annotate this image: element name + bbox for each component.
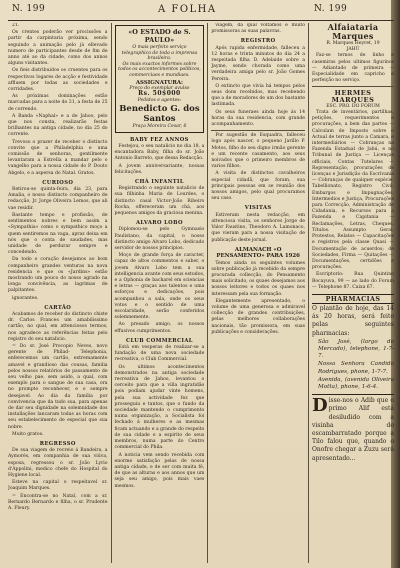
- issue-number-left: N. 199: [12, 4, 46, 14]
- paragraph: Diplomou-se pelo Gymnasio Paulistano, da capital, o nosso distincto amigo Alvaro Lobo, dedicado servidor de nossos principios.: [114, 227, 205, 251]
- heading-alvaro-lobo: ALVARO LOBO: [135, 220, 183, 227]
- heading-cartao: CARTÃO: [44, 304, 72, 311]
- paragraph: De sua viagem de recreio á Bandeira, a Aymorés, em companhia de sua viúva, esposa, regressou o sr. João Lyrio d'Appolini, medico chefe do Hospital do Hygiene local.: [8, 448, 108, 479]
- paragraph: O extincto que vivia há tempos pelos seus dons recebidos, mas recebendo que a de moradores de um dos bastante lastimada.: [211, 83, 306, 108]
- ad-estado-heading: ASSIGNATURA:: [135, 79, 184, 86]
- paragraph: A Banda «Naphal» e a de Jahoo, pelo que nos consta, realizarão festas brilhantes na antiga cidade, no dia 25 do corrente.: [8, 113, 108, 138]
- column-4: [308, 23, 394, 563]
- paragraph: ignorantes.: [12, 295, 39, 301]
- ad-estado-sao-paulo: [115, 25, 205, 133]
- paragraph: = Encontra-se no Natal, com a sr. Bernardo Bernardo e filha, o sr. Prudente A. Fleury.: [8, 493, 108, 512]
- paragraph: Escriptorio: Rua Quintino Bocayuva, 99 — ao lado do Forum — Telephone 87. Caixa 67.: [312, 272, 394, 290]
- ad-estado-title: «O ESTADO de S. PAULO»: [128, 28, 191, 44]
- divider: [211, 130, 305, 131]
- pharmacia-item: Nossa Senhora Candido Rodrigues, phone, 1-7-7.: [318, 361, 394, 375]
- paragraph: = Do sr. José Procopio Neves, novo gerente de Philad- Telephonia, enferecemos um cartão, extremamente amavel e grandioso das cousas, familia pelos nossos relatórios de passamento de seu velho pae, sem asido, a qual, com exemplo para o sangue de sua casa, ora no prompto reconhecer, e o sempre desejavel. Ao dia da família por convivencia que da tudo sua, para apenas de dar seu dignidade na solemnidade dos installações lancaram todas as horas com seu estabelecimento de especial que sua nobre.: [8, 343, 108, 430]
- ad-alfaiataria-title: Alfaiataria Marques: [327, 23, 379, 41]
- heading-cha-infantil: CHÁ INFANTIL: [134, 178, 184, 185]
- heading-pharmacias: PHARMACIAS: [312, 294, 394, 304]
- paragraph: Faz-se ternos de linho e casemiras pelos ultimos figurinos — Adiantado de primeira — Especialidade em capricho e perfeição no serviço.: [312, 53, 394, 84]
- paragraph: Registrando o seguinte natalicio de sua filhinha Maria de Lourdes, o distincto casal Victor-João Ribeiro Rocha, offereceram um chá, aos pequenos amigos da graciosa menina.: [114, 186, 205, 216]
- ad-estado-address: Praça Moreira Cesar, 6: [132, 124, 187, 130]
- paragraph: Por sugestão de Esquadra, falleceu logo após nascer, o pequeno Jarillo P. Motos, filho do seu digno irmão gerente e um recente casamento, aos seus noivados que o primeiro membros de varios filhos.: [211, 133, 306, 170]
- paragraph: Está em vesperas de realizar-se a fundação de uma nova sociedade recreativa, o Club Commercial.: [114, 345, 205, 363]
- paragraph: Trata de inventários, partilhas, petições, requerimentos e procurações, a bem das partes — Calculam de Imposto sobre o Actual de terras junto a Camara, e intermediários — Cobranças na Fazenda Estadual de Jahú, e no Tribunal de Justiça — Licenças officiais, Contas Tutelares — Representação, procurações de licenças e Jurisdição da Escrivania — Cobranças de qualquer espécie, Tabellionato, Registro Civil, Embargos e Impugnações, Intermedios e Justiça, Procurações para Correcção, Administração de Cidadania, e Recursos para a Fazenda e Capitania — Reclamações, Letras, Cheques, Títulos. Assumpto Geral, Protestos, Relatos — Capacitações e registros pela classe Quasi — Documentação de acuerdos; de Sociedades, Firma — Quitações — Documentações, certidões e procurações.: [312, 110, 394, 271]
- paragraph: Ao presado amigo, os nossos effusivos cumprimentos.: [114, 322, 205, 334]
- ad-alfaiataria-location: JAHÚ: [346, 47, 360, 53]
- paragraph: Os fieis distribuidos os cruentes para os respectivos logares de acção e festividade affluem por todas as sociedades e corridades.: [8, 68, 108, 93]
- heading-curioso: CURIOSO: [42, 179, 74, 186]
- ad-estado-subtitle: O mais perfeito serviço telegraphico de toda a imprensa brasileira.: [121, 45, 198, 62]
- ad-estado-line: Preço do exemplar avulso: [129, 85, 190, 91]
- ad-estado-agent: Benedicto G. dos Santos: [119, 104, 200, 125]
- heading-club-commercial: CLUB COMMERCIAL: [126, 337, 193, 344]
- paragraph: Após rapida enfermidade, falleceu a 12 horas e trinta minutos do dia 24 a respeitada filha D. Adelaide sobre a Jayme, sendo chorada como uma verdadeira amiga pelo sr. João Gomes Pereira.: [211, 45, 306, 82]
- column-1: [8, 23, 108, 563]
- paragraph: Muito gratos.: [12, 431, 44, 437]
- heading-registro: REGISTRO: [240, 38, 276, 45]
- issue-number-right: N. 199: [314, 4, 348, 14]
- paragraph: Acabamos de receber do distincto chiste dr. Carlos Frances um amabilissimo cartão, no qual, em attenciosos termos, nos agradece as referências feitas pelo registro do seu natalicio.: [8, 311, 108, 342]
- divider: [312, 86, 394, 87]
- paragraph: Retirou-se quinta-feira, dia 23, para Amalia, o nosso distincto companheiro de redacção, Jr. Jorge Oliveira Lemos, que ali vae residir.: [8, 187, 108, 211]
- paragraph: Os seus funeraes ainda hoje ás 14 horas da sua residencia, com grande acompanhamento.: [211, 109, 306, 128]
- ad-alfaiataria-address: R. Marques Heyret, 19: [326, 41, 380, 46]
- paragraph: Temos ainda os seguintes volumes sobre publicação já recebido da sempre procurada collecção, do Pensamento mais solicitado, os quaes desejamos aos nossos leitores e todos os quaes nos interessam pela sua formação.: [211, 260, 306, 297]
- paragraph: Festejou, o seu natalicio no dia 18, a encantadora Baby, filha do sr. João Antonio Barreto, que dessa Redacção.: [114, 143, 205, 162]
- ad-estado-price: Rs. 50$000: [138, 90, 181, 98]
- ad-estado-note: Os mais exactos informes sobre todos os accontecimentos políticos, commerciaes e mundiaes.: [118, 61, 201, 78]
- masthead: [8, 0, 394, 21]
- paragraph: A visita de distinctos cavalheiros especial cidadã, que foram, sua principais pessoas em se reunião dos nossos amigos, pelo qual procuramos seu caso.: [211, 171, 306, 202]
- columns: [8, 23, 394, 563]
- paragraph: Da todo o coração desejamos ao bom companheiro grandes venturas na nova residencia e que os «Jardins» estão mostrando um pouco do nosso agrado na longa convivência, as lagrimas de palpitantes.: [8, 257, 108, 294]
- drop-cap-paragraph: [312, 394, 394, 463]
- paragraph: Os crentes poderão ver procissões a partir da carpintaria próxima, sendo seguindo a animação pelo já ellevado numero de participantes desde de fim de anno até ao da cidade, como dos annos alguns visitantes.: [8, 30, 108, 67]
- paragraph: 21.: [12, 23, 20, 28]
- paragraph: Os ultimos acontecimentos demonstrados na antiga sociedade recreativa de Jahoo, levantou o cerceito para que a villa ingratidão pois podiam ajudar vinte homens, pela sua actividade fez que prosseguiu e tantos, que o fundo da sociedade mantendo o cumprimento numa organização, a Socialista foi fechado á mulheres e as mesmas ficam actuando e a grande do respeito de sua cidade e a espirito de seus membros, numa parte do Centro commercial do Phila.: [114, 364, 205, 451]
- hermes-subtitle: ESC. PRO. DO FORUM: [326, 103, 380, 109]
- pharmacias-intro: O plantão de hoje, das 14 ás 20 horas, será feito pelas seguintes pharmacias:: [312, 304, 394, 337]
- heading-regresso: REGRESSO: [39, 441, 76, 447]
- paragraph: Bastante tempo e profissão, de sentimentos nobres e bem assim a «Sympathia» como o sympathico moço a quem sentiremos na vaga, apraz deixa em nós que o conta de saudades, mas unidade de perdurar sempre e concedendo.: [8, 212, 108, 256]
- heading-almanach: ALMANACH «O PENSAMENTO» PARA 1926: [216, 246, 300, 260]
- newspaper-title: A FOLHA: [158, 4, 217, 15]
- drop-cap-letter: D: [312, 395, 328, 417]
- paragraph: As próximas dominações estão marcadas para a noite do 31, a festa de 25 de correndo.: [8, 94, 108, 112]
- pharmacia-item: São José, (largo do Mercado), telephone, 1-7-7.: [318, 338, 394, 360]
- heading-baby: BABY FEZ ANNOS: [130, 136, 189, 143]
- paragraph: viagem, da qual voltamos e muito promissoras as suas palavras.: [211, 23, 306, 35]
- paragraph: Esteve na capital o respeitavel sr. Joaquim Marques.: [8, 480, 108, 492]
- paragraph: Trevoso o prazer de receber o distincto convite que a Philadelphia e uma comissão de senhoras, gentilmente levantaram a Estrella a mandar pelo o vangelho para a nossa cidade do P. Douto Abgelo, e a aspersa do Natal. Gratos.: [8, 139, 108, 176]
- paragraph: Estiveram nesta redacção, em attenciosa visita, os senhores Jorge de Valor Faustino, Theodoro A. Lamonaco, que vieram para a nossa visitação de publicação deste jornal.: [211, 212, 306, 243]
- paragraph: A jovem anniversariante, nossas felicitações.: [114, 163, 205, 175]
- ad-estado-contact: Pedidos e agentes:: [137, 97, 182, 103]
- column-2: [111, 23, 205, 563]
- pharmacia-item: Avenida, (avenida Oliveira Motta), phone, 1-6-4.: [318, 376, 394, 390]
- heading-hermes-marques: HERMES MARQUES: [331, 89, 375, 104]
- paragraph: Moço de grande força de caracter, capaz de altos commentos e saber, o jovem Alvaro Lobo tem a sua intelligencia avante com seus estudos, e a Ophonia de bacharel em sciencias e letras — graças aos talentos e uma esforços e dedicações, pois acompanhou a sala, onde os seus votos e o sentido de uma escolaridade, serão conferidos solemnemente.: [114, 253, 205, 321]
- drop-cap-text: isse-nos o Adib que o primo Alif está desiludido com a visinha do escambarratado porque a Tilo falou que, quando o Onofre chegar a Zuzu será apresentado...: [312, 397, 394, 462]
- column-3: [207, 23, 305, 563]
- paragraph: Elegantemente apresentado, o volume de uma generosa e admiravel collecção de grandes contribuições, pelas melhores collaborações nacionais, tão promissora, em suas publicações e considerações.: [211, 298, 306, 335]
- heading-visitas: VISITAS: [244, 205, 272, 212]
- paragraph: A noticia vem sendo recebida com enorme satisfação pelas de nossa antiga cidade, e de ser com muita fé, de que as alturas e aos annos que um seja seu amigo, pois mais vaes mesmos.: [114, 452, 205, 489]
